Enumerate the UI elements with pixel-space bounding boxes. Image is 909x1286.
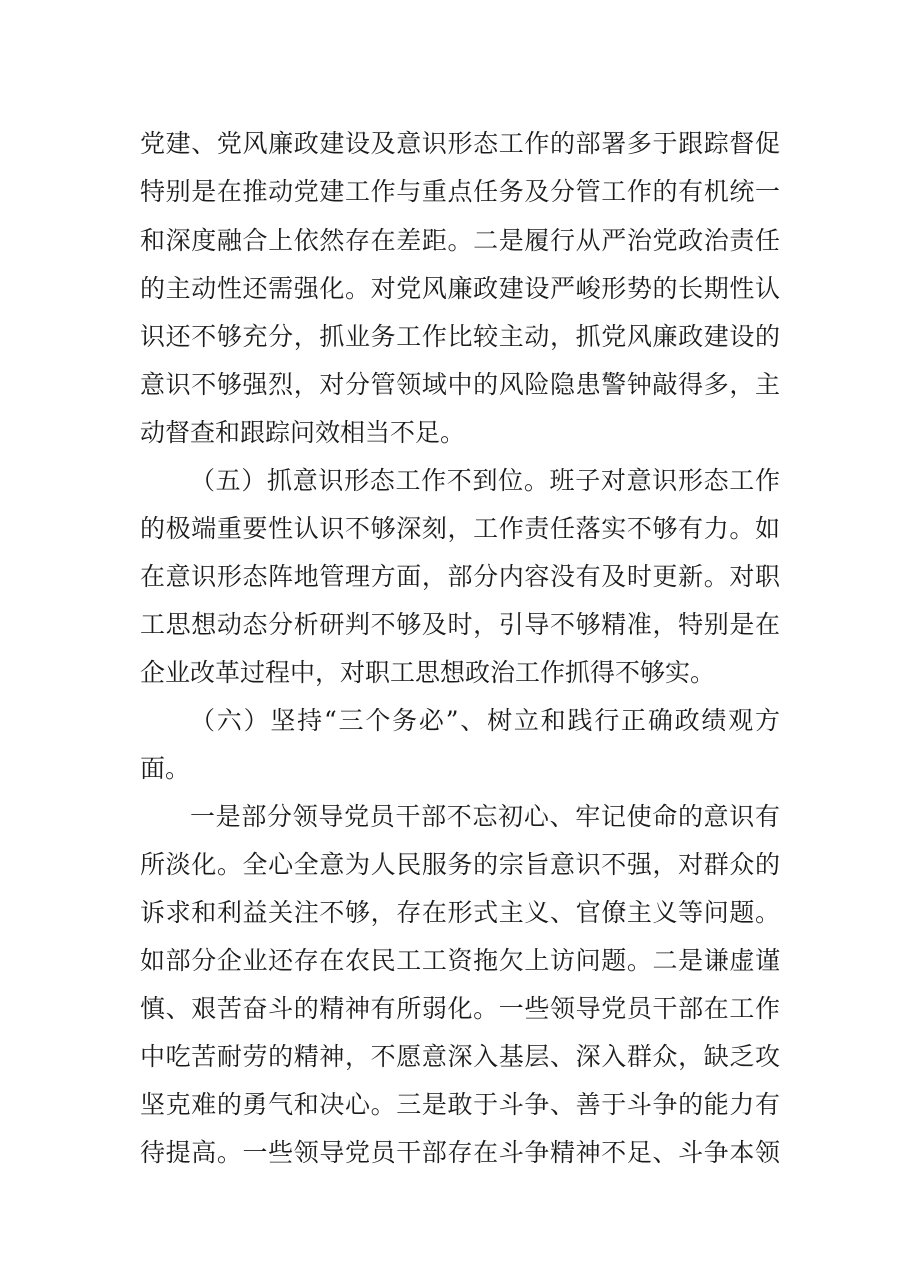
text-line: 党建、党风廉政建设及意识形态工作的部署多于跟踪督促 (140, 129, 780, 158)
text-line: 一是部分领导党员干部不忘初心、牢记使命的意识有 (190, 802, 780, 831)
text-line: 识还不够充分，抓业务工作比较主动，抓党风廉政建设的 (140, 322, 780, 351)
text-line: 面。 (140, 754, 191, 783)
text-line: 在意识形态阵地管理方面，部分内容没有及时更新。对职 (140, 562, 780, 591)
text-line: 坚克难的勇气和决心。三是敢于斗争、善于斗争的能力有 (140, 1090, 780, 1119)
text-line: 中吃苦耐劳的精神，不愿意深入基层、深入群众，缺乏攻 (140, 1042, 780, 1071)
text-line: 如部分企业还存在农民工工资拖欠上访问题。二是谦虚谨 (140, 946, 780, 975)
text-line: 企业改革过程中，对职工思想政治工作抓得不够实。 (140, 658, 716, 687)
text-line: 所淡化。全心全意为人民服务的宗旨意识不强，对群众的 (140, 850, 780, 879)
text-line: 工思想动态分析研判不够及时，引导不够精准，特别是在 (140, 610, 780, 639)
section-heading-five: （五）抓意识形态工作不到位。班子对意识形态工作 (190, 466, 780, 495)
text-line: 的极端重要性认识不够深刻，工作责任落实不够有力。如 (140, 514, 780, 543)
text-line: 慎、艰苦奋斗的精神有所弱化。一些领导党员干部在工作 (140, 994, 780, 1023)
section-heading-six: （六）坚持“三个务必”、树立和践行正确政绩观方 (190, 706, 780, 735)
text-line: 和深度融合上依然存在差距。二是履行从严治党政治责任 (140, 226, 780, 255)
text-line: 特别是在推动党建工作与重点任务及分管工作的有机统一 (140, 177, 780, 206)
text-line: 诉求和利益关注不够，存在形式主义、官僚主义等问题。 (140, 898, 780, 927)
text-line: 待提高。一些领导党员干部存在斗争精神不足、斗争本领 (140, 1138, 780, 1167)
text-line: 的主动性还需强化。对党风廉政建设严峻形势的长期性认 (140, 274, 780, 303)
text-line: 动督查和跟踪问效相当不足。 (140, 418, 466, 447)
text-line: 意识不够强烈，对分管领域中的风险隐患警钟敲得多，主 (140, 370, 780, 399)
